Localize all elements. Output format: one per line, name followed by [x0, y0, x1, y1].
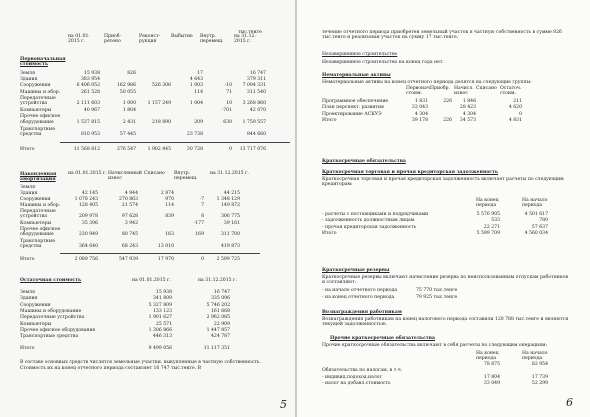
other-row-label: Обязательства по налогам, в т.ч.: [322, 368, 403, 374]
dep-row-value: 1 348 129: [216, 197, 240, 202]
dep-total-value: 2 599 725: [216, 257, 240, 262]
intangibles-header-cell: Остаточ. стоим.: [500, 86, 522, 97]
dep-row-label: Машины и обор.: [20, 203, 61, 208]
intro-text: течение отчетного периода приобретен земельный участок в частную собственность в сумме 826 тыс.тенге и реализован участок на сумму 17 тыс.тенге.: [322, 30, 562, 41]
payables-value-end: 5 576 905: [476, 212, 500, 217]
fa-row-value: 1 537 815: [76, 119, 100, 125]
residual-value-end: 1 447 857: [206, 327, 230, 333]
payables-value-start: 57 637: [531, 224, 548, 230]
residual-row-label: Прочее офисное оборудование: [20, 327, 96, 333]
dep-row-label: Передаточные устройства: [20, 209, 56, 220]
other-value-start: 52 299: [531, 381, 548, 387]
dep-row-value: 364 640: [79, 244, 98, 250]
residual-value-end: 5 746 202: [206, 302, 230, 308]
fa-row-value: 2 431: [122, 119, 136, 125]
residual-header-end: на 31.12.2015 г.: [198, 278, 237, 283]
fa-row-value: 17: [197, 71, 203, 76]
intangibles-value: 226: [443, 118, 452, 124]
dep-row-value: 230 949: [79, 232, 98, 238]
fa-header-cell: Внутр. перемещ.: [200, 34, 224, 45]
intangibles-value: 34 573: [459, 118, 476, 124]
fa-row-value: 50 055: [119, 89, 136, 95]
intangibles-header-cell: Списано: [476, 86, 497, 91]
short-term-title: Краткосрочные обязательства: [322, 159, 406, 164]
residual-value-end: 161 668: [211, 308, 230, 314]
fa-row-value: -10: [224, 83, 232, 89]
fa-row-value: 6 406 052: [76, 83, 100, 89]
fa-row-value: 1 804: [122, 108, 136, 114]
fa-row-value: 71: [226, 89, 232, 95]
dep-row-value: 39 161: [223, 221, 240, 226]
fa-unit-note: тыс.тенге: [238, 30, 262, 35]
dep-row-value: 970: [165, 197, 174, 202]
other-header-end: На конец периода: [476, 351, 499, 362]
intangibles-header-cell: Первонач. стоим.: [406, 86, 432, 97]
fa-total-rule: [60, 142, 290, 143]
other-liabilities-title: Прочие краткосрочные обязательства: [330, 336, 435, 341]
dep-row-value: 80 745: [121, 232, 138, 238]
residual-row-label: Транспортные средства: [20, 334, 79, 340]
dep-title: Накопленная амортизация: [20, 172, 57, 183]
intangibles-header-cell: Приобр.: [430, 86, 450, 91]
dep-row-value: 13 010: [157, 244, 174, 250]
intangibles-row-label: Программное обеспечение: [322, 99, 389, 104]
other-row-label: - индивид.подоход.налог: [322, 374, 382, 380]
fa-row-label: Компьютеры: [20, 108, 52, 114]
other-value-start: 17 739: [531, 374, 548, 380]
dep-row-label: Транспортные средства: [20, 239, 56, 250]
fa-row-value: 3 268 860: [242, 101, 266, 107]
payables-row-label: - задолженность должностным лицам: [322, 218, 415, 224]
dep-row-value: 7: [201, 203, 204, 208]
fa-row-label: Передаточные устройства: [20, 95, 56, 107]
fa-row-value: 383 954: [81, 77, 100, 83]
payables-value-start: 4 501 617: [524, 212, 548, 217]
other-liabilities-text: Прочие краткосрочные обязательства включают в себя расчеты по следующим операциям:: [322, 343, 548, 348]
dep-total-value: 0: [201, 257, 204, 262]
fa-row-label: Здания: [20, 77, 38, 83]
fa-header-cell: Реконст- рукция: [139, 34, 161, 45]
residual-total-end: 11 117 351: [203, 346, 230, 352]
fa-title: Первоначальная стоимость: [20, 57, 66, 68]
fa-total-value: 11 568 812: [73, 147, 100, 153]
intangibles-row-label: Проектирование АСКУЭ: [322, 111, 382, 117]
residual-total-start: 9 499 056: [148, 346, 172, 352]
fa-row-value: 379 311: [247, 77, 266, 83]
intangibles-value: 4 304: [462, 111, 476, 117]
intangibles-value: 0: [519, 111, 522, 117]
fa-header-cell: Выбытие: [171, 34, 193, 39]
fa-row-value: 1 157 249: [147, 101, 171, 107]
page-fold: [295, 0, 297, 417]
intangibles-value: 39 178: [411, 118, 428, 124]
dep-row-label: Земля: [20, 185, 35, 190]
fa-row-value: 218 890: [152, 119, 171, 125]
fa-row-label: Земля: [20, 71, 35, 76]
payables-value-end: 533: [491, 218, 500, 224]
dep-row-value: 42 145: [81, 191, 98, 196]
residual-row-label: Компьютеры: [20, 321, 52, 327]
payables-value-start: 780: [539, 218, 548, 224]
fa-row-value: 1 759 557: [242, 119, 266, 125]
fa-row-value: 526 306: [152, 83, 171, 89]
dep-row-value: 839: [165, 214, 174, 220]
residual-row-label: Машины и оборудование: [20, 308, 82, 314]
fa-row-value: 15 938: [83, 71, 100, 76]
residual-value-start: 15 938: [155, 290, 172, 295]
fa-row-label: Транспортные средства: [20, 126, 56, 138]
payables-row-label: - прочая кредиторская задолженность: [322, 224, 417, 230]
payables-value-start: 4 560 034: [524, 231, 548, 237]
fa-row-value: 7 094 331: [242, 83, 266, 89]
fa-total-value: 1 902 445: [147, 147, 171, 153]
residual-header-start: на 01.01.2015 г.: [132, 278, 171, 283]
dep-total-label: Итого: [20, 257, 35, 262]
other-value-start: 82 954: [531, 362, 548, 367]
intangibles-value: 1 831: [414, 99, 428, 104]
fa-row-value: 23 738: [186, 132, 203, 138]
fa-row-value: 311 540: [247, 89, 266, 95]
dep-row-value: -177: [193, 221, 204, 226]
dep-row-value: 4 944: [124, 191, 138, 196]
dep-row-value: -7: [199, 197, 204, 202]
fa-total-value: 30 728: [186, 147, 203, 153]
residual-row-label: Сооружения: [20, 302, 51, 308]
dep-row-value: 169: [195, 232, 204, 238]
dep-row-value: 419 873: [221, 244, 240, 250]
fa-row-value: 1 000: [122, 101, 136, 107]
fa-total-value: 276 547: [117, 147, 136, 153]
intangibles-value: 4 831: [508, 118, 522, 124]
payables-header-start: На начало периода: [522, 198, 548, 209]
dep-header-cell: на 31.12.2015 г.: [210, 171, 249, 176]
land-note: В составе основных средств числятся земельные участки, выкупленные в частную собственность. Стоимость их на конец отчетного периода составляет 16 747 тыс.тенге. В: [20, 360, 261, 371]
fa-row-label: Машины и обор.: [20, 89, 61, 95]
fa-row-value: 261 528: [81, 89, 100, 95]
payables-value-end: 22 271: [483, 224, 500, 230]
reserves-row-label: - на конец отчетного периода: [322, 295, 395, 300]
intangibles-row-label: План перспект. развития: [322, 105, 384, 111]
payables-text: Краткосрочная торговая и прочая кредиторская задолженность включает расчеты по следующим кредиторам:: [322, 177, 564, 188]
fa-row-label: Сооружения: [20, 83, 51, 89]
fa-row-value: 16 747: [249, 71, 266, 76]
reserves-row-value: 79 925 тыс.тенге: [416, 295, 458, 300]
dep-row-value: 311 700: [221, 232, 240, 238]
residual-value-start: 1 901 627: [148, 315, 172, 321]
reserves-title: Краткосрочные резервы: [322, 268, 390, 273]
other-value-end: 78 875: [483, 362, 500, 367]
fa-row-value: 2 111 603: [76, 101, 100, 107]
benefits-text: Вознаграждения работникам на конец налогового периода составили 120 788 тыс.тенге и являются текущей задолженностью.: [322, 317, 569, 328]
page-number-left: 5: [280, 398, 287, 411]
payables-header-end: На конец периода: [476, 198, 499, 209]
dep-header-cell: Списано: [144, 171, 165, 176]
intangibles-row-label: Итого: [322, 118, 337, 124]
fa-row-value: 57 445: [119, 132, 136, 138]
page-number-right: 6: [566, 396, 573, 409]
dep-total-value: 2 089 756: [74, 257, 98, 262]
payables-row-label: Итого: [322, 231, 337, 237]
fa-total-label: Итого: [20, 147, 35, 153]
fa-row-value: 10: [226, 101, 232, 107]
dep-row-value: 209 978: [79, 214, 98, 220]
reserves-row-value: 75 770 тыс.тенге: [416, 288, 458, 293]
intangibles-value: 211: [513, 99, 522, 104]
other-row-label: - налог на добавл.стоимость: [322, 381, 391, 387]
dep-row-value: 306 775: [221, 214, 240, 220]
residual-value-end: 2 962 085: [206, 315, 230, 321]
intangibles-title: Нематериальные активы: [322, 73, 391, 78]
reserves-text: Краткосрочные резервы включают начисление резерва по неиспользованным отпускам работников и составляют:: [322, 275, 569, 286]
payables-value-end: 5 599 709: [476, 231, 500, 237]
intangibles-value: 1 846: [462, 99, 476, 104]
fa-row-label: Прочее офисное оборудование: [20, 114, 61, 125]
fa-row-value: 630: [223, 119, 232, 125]
intangibles-value: 4 304: [414, 111, 428, 117]
dep-row-value: 2 874: [160, 191, 174, 196]
residual-value-start: 446 313: [153, 334, 172, 340]
residual-value-end: 424 787: [211, 334, 230, 340]
residual-title: Остаточная стоимость: [20, 278, 82, 283]
intangibles-subtitle: Нематериальные активы на конец отчетного периода делятся на следующие группы:: [322, 80, 532, 85]
fa-header-cell: на 31.12. 2015 г.: [234, 34, 256, 45]
fa-row-value: 162 986: [117, 83, 136, 89]
dep-row-value: 68 243: [121, 244, 138, 250]
dep-row-label: Компьютеры: [20, 221, 52, 226]
residual-total-label: Итого: [20, 346, 35, 352]
dep-row-value: 149 872: [221, 203, 240, 208]
residual-row-label: Здания: [20, 296, 38, 302]
payables-row-label: - расчеты с поставщиками и подрядчиками: [322, 212, 429, 217]
dep-row-label: Прочее офисное оборудование: [20, 227, 61, 238]
dep-row-value: 163: [165, 232, 174, 238]
dep-header-cell: Внутр. перемещ.: [174, 171, 198, 182]
residual-value-end: 22 909: [213, 321, 230, 327]
residual-value-start: 1 306 866: [148, 327, 172, 333]
dep-row-value: 114: [165, 203, 174, 208]
construction-title: Незавершенное строительство: [322, 52, 398, 57]
fa-row-value: 1 004: [189, 101, 203, 107]
dep-row-label: Сооружения: [20, 197, 51, 202]
fa-row-value: 40 967: [83, 108, 100, 114]
intangibles-header-cell: Начисл. износ: [454, 86, 474, 97]
intangibles-value: 4 620: [508, 105, 522, 111]
residual-value-start: 5 327 809: [148, 302, 172, 308]
fa-row-value: 826: [127, 71, 136, 76]
residual-value-end: 16 747: [213, 290, 230, 295]
dep-row-value: 128 405: [79, 203, 98, 208]
fa-row-value: 810 953: [81, 132, 100, 138]
dep-row-value: 21 574: [121, 203, 138, 208]
benefits-title: Вознаграждения работникам: [322, 310, 402, 315]
fa-row-value: 209: [194, 119, 203, 125]
residual-row-label: Земля: [20, 290, 35, 295]
intangibles-value: 28 423: [459, 105, 476, 111]
dep-row-value: 35 396: [81, 221, 98, 226]
fa-row-value: 114: [194, 89, 203, 95]
fa-total-value: 0: [229, 147, 232, 153]
intangibles-value: 226: [443, 99, 452, 104]
residual-row-label: Передаточные устройства: [20, 315, 85, 321]
payables-title: Краткосрочная торговая и прочая кредиторская задолженность: [322, 170, 499, 175]
construction-text: Незавершенное строительство на конец года нет.: [322, 60, 444, 65]
dep-row-label: Здания: [20, 191, 38, 196]
fa-row-value: -701: [221, 108, 232, 114]
other-header-start: На начало периода: [522, 351, 548, 362]
dep-row-value: 270 863: [119, 197, 138, 202]
dep-row-value: 44 215: [223, 191, 240, 196]
fa-row-value: 1 003: [189, 83, 203, 89]
other-value-end: 17 804: [483, 374, 500, 380]
residual-value-start: 25 571: [155, 321, 172, 327]
dep-row-value: 3 942: [124, 221, 138, 226]
fa-row-value: 844 660: [247, 132, 266, 138]
dep-total-rule: [60, 253, 260, 254]
fa-row-value: 42 070: [249, 108, 266, 114]
dep-row-value: 1 078 243: [74, 197, 98, 202]
other-value-end: 33 049: [483, 381, 500, 387]
dep-row-value: 97 628: [121, 214, 138, 220]
residual-value-start: 341 809: [153, 296, 172, 302]
fa-row-value: 4 643: [189, 77, 203, 83]
dep-header-cell: Начисленный износ: [108, 171, 142, 182]
dep-row-value: 8: [201, 214, 204, 220]
residual-value-end: 335 096: [211, 296, 230, 302]
intangibles-value: 33 043: [411, 105, 428, 111]
dep-total-value: 547 939: [119, 257, 138, 262]
reserves-row-label: - на начало отчетного периода: [322, 288, 398, 293]
fa-header-cell: на 01.01. 2015 г.: [68, 34, 90, 45]
dep-total-value: 17 970: [157, 257, 174, 262]
residual-value-start: 133 123: [153, 308, 172, 314]
dep-header-cell: на 01.01.2015 г.: [68, 171, 107, 176]
fa-header-cell: Приоб- ретено: [104, 34, 122, 45]
fa-total-value: 13 717 076: [239, 147, 266, 153]
